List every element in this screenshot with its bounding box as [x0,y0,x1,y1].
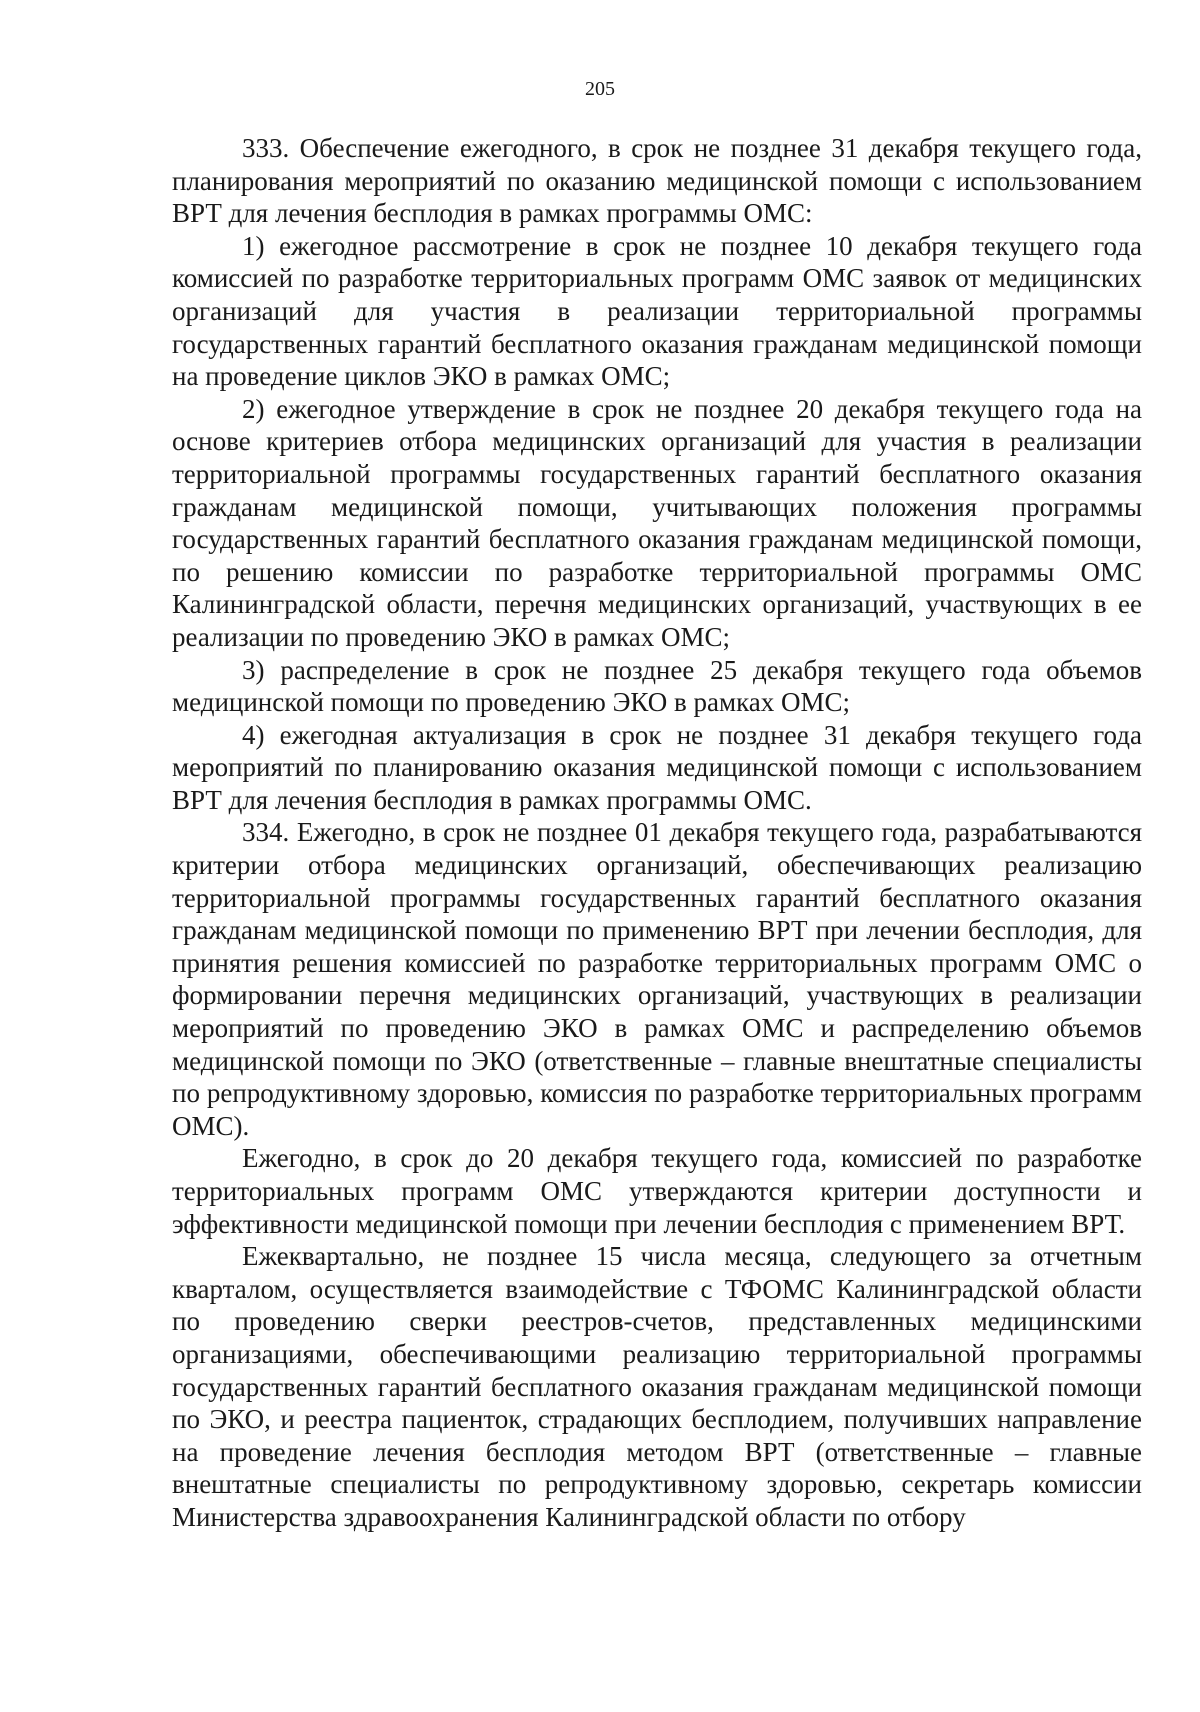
paragraph-333-item-2: 2) ежегодное утверждение в срок не позднее 20 декабря текущего года на основе критериев отбора медицинских организаций для участия в реализации территориальной программы государственных гарантий бесплатного оказания гражданам медицинской помощи, учитывающих положения программы государственных гарантий бесплатного оказания гражданам медицинской помощи, по решению комиссии по разработке территориальной программы ОМС Калининградской области, перечня медицинских организаций, участвующих в ее реализации по проведению ЭКО в рамках ОМС; [172,393,1142,652]
paragraph-334: 334. Ежегодно, в срок не позднее 01 декабря текущего года, разрабатываются критерии отбора медицинских организаций, обеспечивающих реализацию территориальной программы государственных гарантий бесплатного оказания гражданам медицинской помощи по применению ВРТ при лечении бесплодия, для принятия решения комиссией по разработке территориальных программ ОМС о формировании перечня медицинских организаций, участвующих в реализации мероприятий по проведению ЭКО в рамках ОМС и распределению объемов медицинской помощи по ЭКО (ответственные – главные внештатные специалисты по репродуктивному здоровью, комиссия по разработке территориальных программ ОМС). [172,817,1142,1141]
paragraph-333: 333. Обеспечение ежегодного, в срок не позднее 31 декабря текущего года, планирования мероприятий по оказанию медицинской помощи с использованием ВРТ для лечения бесплодия в рамках программы ОМС: [172,133,1142,229]
paragraph-criteria-approval: Ежегодно, в срок до 20 декабря текущего года, комиссией по разработке территориальных программ ОМС утверждаются критерии доступности и эффективности медицинской помощи при лечении бесплодия с применением ВРТ. [172,1143,1142,1239]
paragraph-333-item-1: 1) ежегодное рассмотрение в срок не позднее 10 декабря текущего года комиссией по разработке территориальных программ ОМС заявок от медицинских организаций для участия в реализации территориальной программы государственных гарантий бесплатного оказания гражданам медицинской помощи на проведение циклов ЭКО в рамках ОМС; [172,230,1142,392]
paragraph-333-item-4: 4) ежегодная актуализация в срок не позднее 31 декабря текущего года мероприятий по планированию оказания медицинской помощи с использованием ВРТ для лечения бесплодия в рамках программы ОМС. [172,719,1142,815]
paragraph-quarterly-reconciliation: Ежеквартально, не позднее 15 числа месяца, следующего за отчетным кварталом, осуществляется взаимодействие с ТФОМС Калининградской области по проведению сверки реестров-счетов, представленных медицинскими организациями, обеспечивающими реализацию территориальной программы государственных гарантий бесплатного оказания гражданам медицинской помощи по ЭКО, и реестра пациенток, страдающих бесплодием, получивших направление на проведение лечения бесплодия методом ВРТ (ответственные – главные внештатные специалисты по репродуктивному здоровью, секретарь комиссии Министерства здравоохранения Калининградской области по отбору [172,1241,1142,1532]
document-body [172,132,1142,1534]
paragraph-333-item-3: 3) распределение в срок не позднее 25 декабря текущего года объемов медицинской помощи по проведению ЭКО в рамках ОМС; [172,654,1142,718]
page-number: 205 [585,78,615,100]
